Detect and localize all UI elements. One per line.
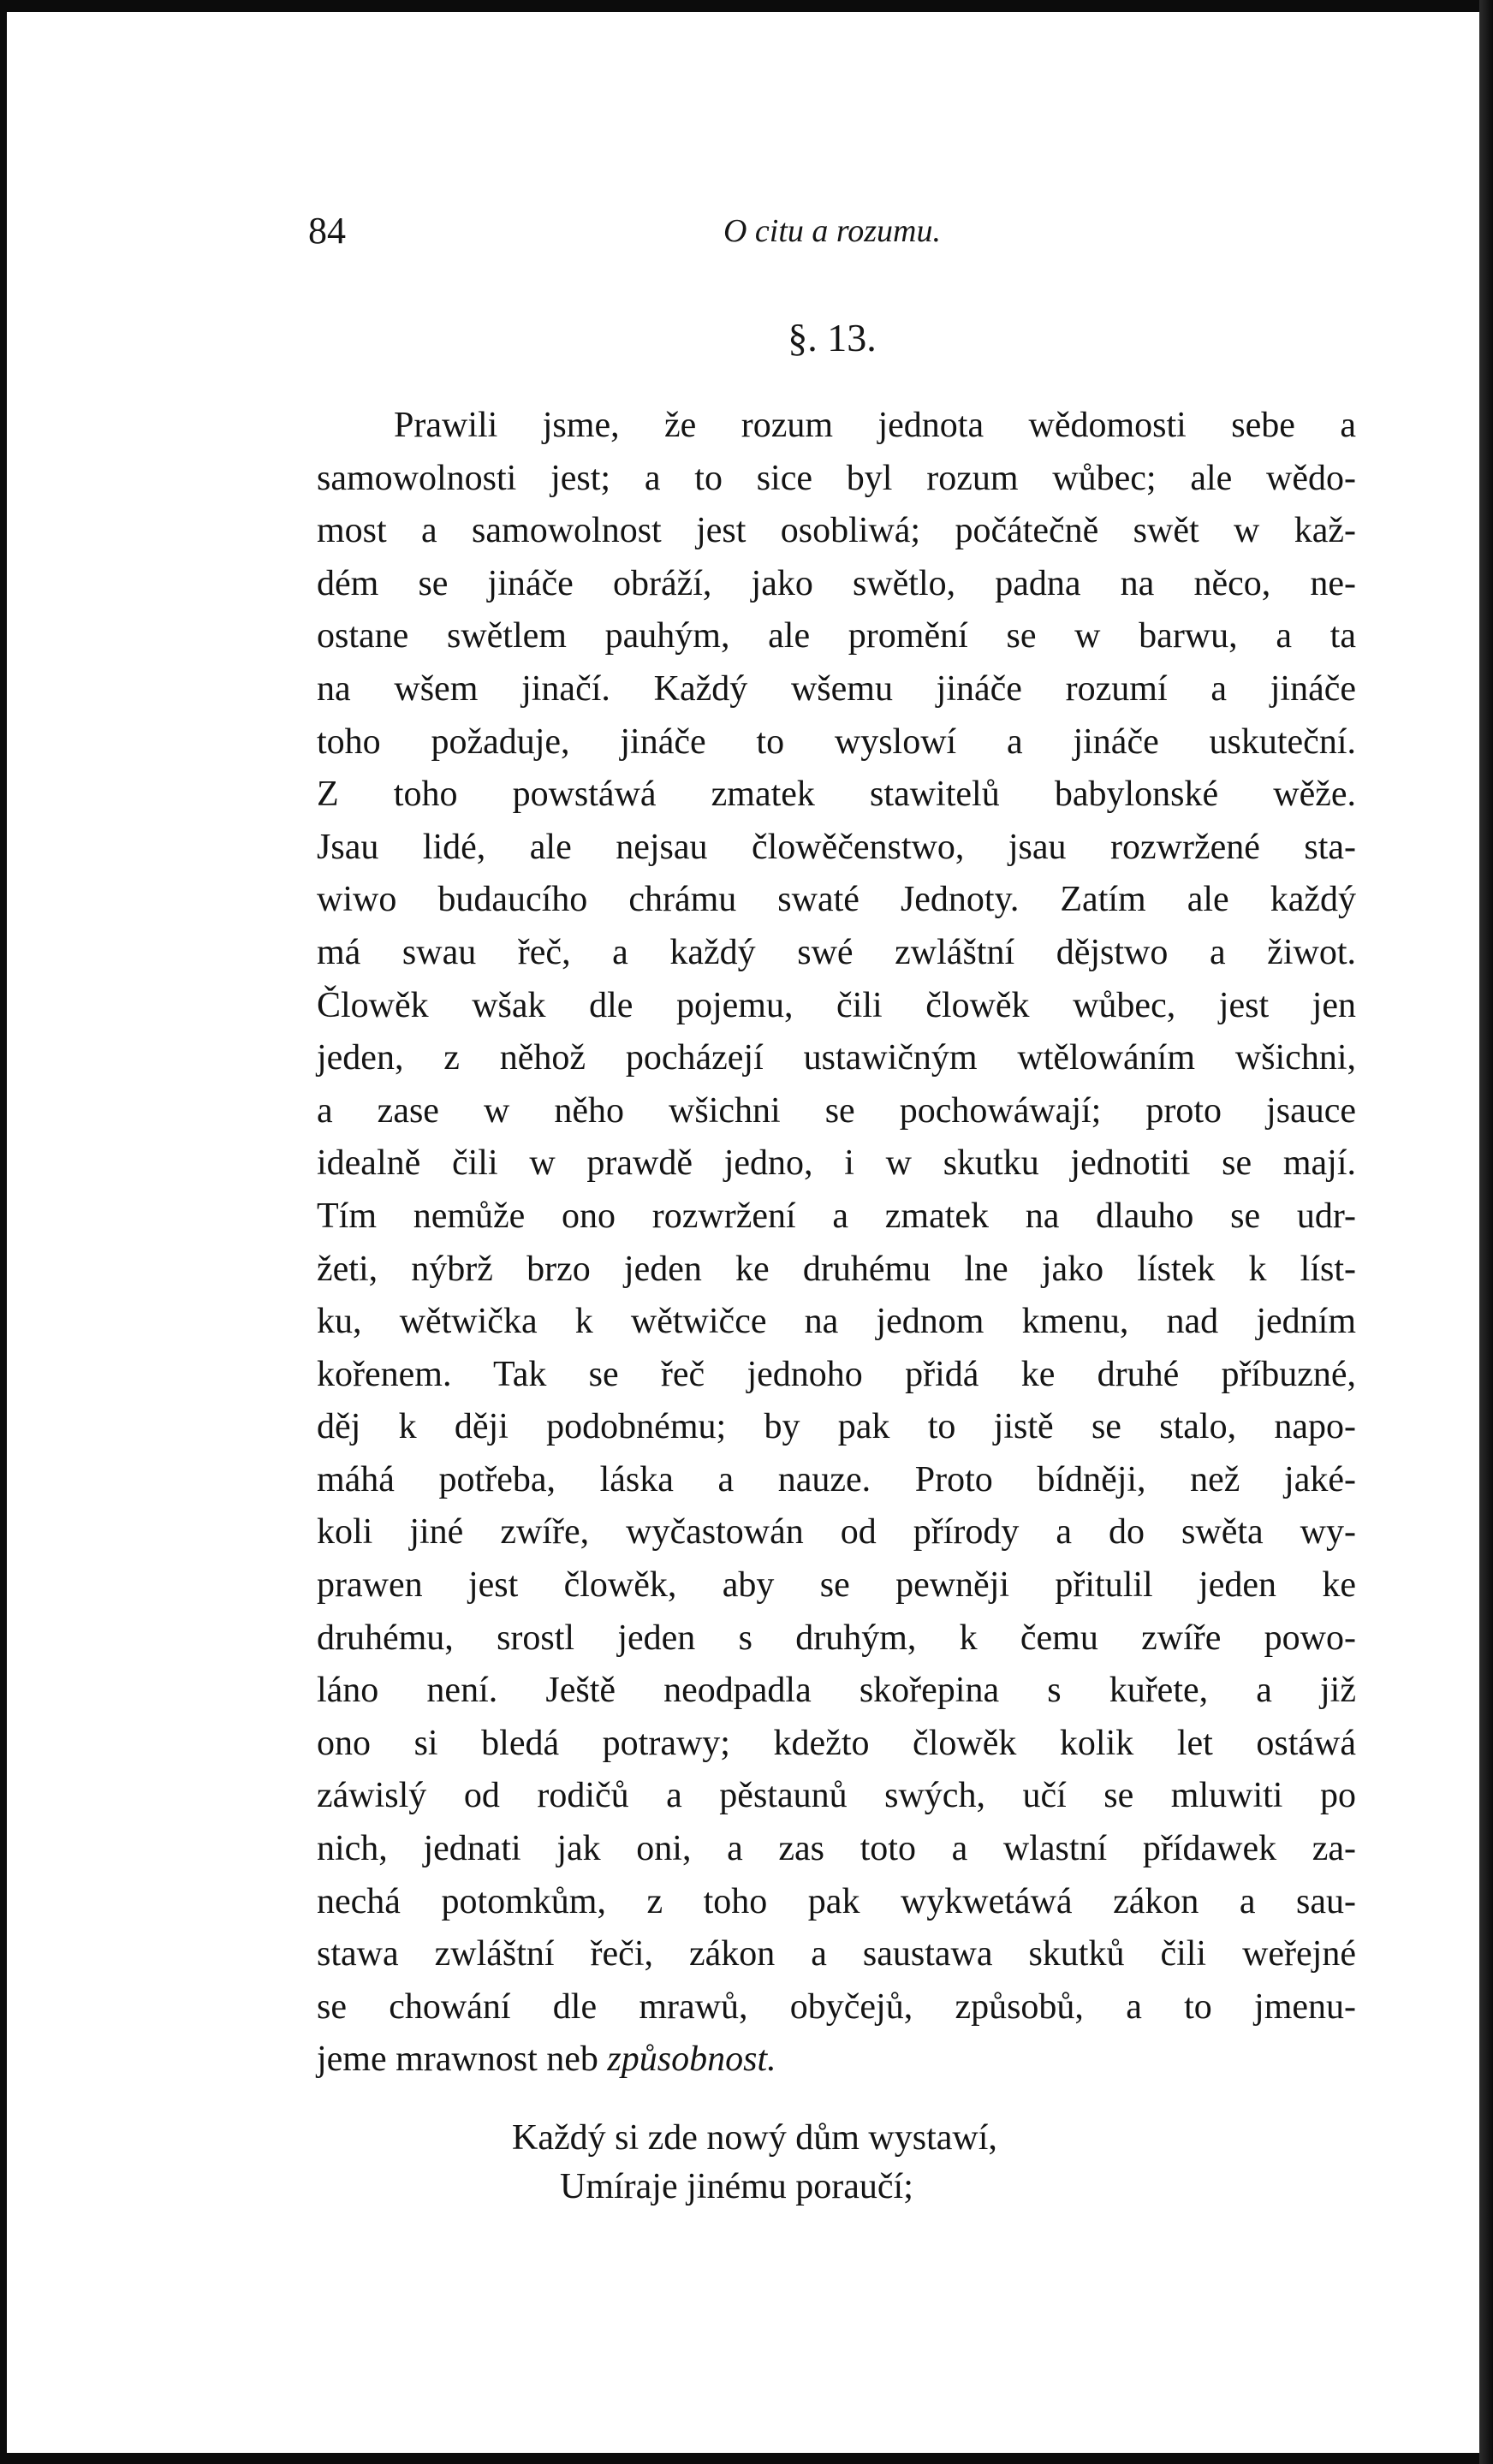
text-line: koli jiné zwíře, wyčastowán od přírody a do swěta wy- bbox=[317, 1512, 1356, 1553]
text-line: Z toho powstáwá zmatek stawitelů babylonské wěže. bbox=[317, 775, 1356, 815]
text-line: děj k ději podobnému; by pak to jistě se stalo, napo- bbox=[317, 1407, 1356, 1447]
text-line: na wšem jinačí. Každý wšemu jináče rozumí a jináče bbox=[317, 668, 1356, 709]
text-line: ono si bledá potrawy; kdežto člowěk kolik let ostáwá bbox=[317, 1723, 1356, 1763]
text-line: nechá potomkům, z toho pak wykwetáwá zákon a sau- bbox=[317, 1881, 1356, 1921]
text-line: nich, jednati jak oni, a zas toto a wlastní přídawek za- bbox=[317, 1829, 1356, 1869]
text-line: žeti, nýbrž brzo jeden ke druhému lne jako lístek k líst- bbox=[317, 1249, 1356, 1289]
text-line: toho požaduje, jináče to wyslowí a jináče uskuteční. bbox=[317, 721, 1356, 762]
text-line: láno není. Ještě neodpadla skořepina s kuřete, a již bbox=[317, 1671, 1356, 1711]
verse-line-2: Umíraje jinému poraučí; bbox=[560, 2167, 913, 2206]
text-line: Člowěk wšak dle pojemu, čili člowěk wůbec, jest jen bbox=[317, 985, 1356, 1025]
text-line: dém se jináče obráží, jako swětlo, padna na něco, ne- bbox=[317, 563, 1356, 603]
text-line: Prawili jsme, že rozum jednota wědomosti sebe a bbox=[394, 406, 1356, 445]
text-line: most a samowolnost jest osobliwá; počátečně swět w kaž- bbox=[317, 511, 1356, 551]
text-line: jeden, z něhož pocházejí ustawičným wtělowáním wšichni, bbox=[317, 1038, 1356, 1078]
text-line: máhá potřeba, láska a nauze. Proto bídněji, než jaké- bbox=[317, 1459, 1356, 1499]
text-line: samowolnosti jest; a to sice byl rozum wůbec; ale wědo- bbox=[317, 458, 1356, 498]
text-line-last bbox=[317, 2034, 1356, 2087]
text-line: druhému, srostl jeden s druhým, k čemu zwíře powo- bbox=[317, 1618, 1356, 1658]
last-line-text: jeme mrawnost neb bbox=[317, 2039, 608, 2080]
scan-edge bbox=[1479, 0, 1493, 2464]
text-line: ku, wětwička k wětwičce na jednom kmenu, nad jedním bbox=[317, 1302, 1356, 1342]
text-line: stawa zwláštní řeči, zákon a saustawa skutků čili weřejné bbox=[317, 1934, 1356, 1974]
running-title: O citu a rozumu. bbox=[723, 213, 942, 249]
section-heading: §. 13. bbox=[788, 316, 877, 359]
page-number: 84 bbox=[308, 210, 346, 252]
text-line: Tím nemůže ono rozwržení a zmatek na dlauho se udr- bbox=[317, 1196, 1356, 1236]
paragraph bbox=[317, 400, 1356, 2087]
italic-term: způsobnost. bbox=[607, 2039, 776, 2080]
text-line: a zase w něho wšichni se pochowáwají; proto jsauce bbox=[317, 1090, 1356, 1131]
text-line: Jsau lidé, ale nejsau člowěčenstwo, jsau rozwržené sta- bbox=[317, 827, 1356, 867]
text-line: ostane swětlem pauhým, ale promění se w barwu, a ta bbox=[317, 616, 1356, 656]
text-line: se chowání dle mrawů, obyčejů, způsobů, a to jmenu- bbox=[317, 1986, 1356, 2027]
verse-line-1: Každý si zde nowý dům wystawí, bbox=[512, 2118, 997, 2158]
text-line: wiwo budaucího chrámu swaté Jednoty. Zatím ale každý bbox=[317, 880, 1356, 920]
text-line: prawen jest člowěk, aby se pewněji přitulil jeden ke bbox=[317, 1565, 1356, 1606]
text-line: má swau řeč, a každý swé zwláštní dějstwo a žiwot. bbox=[317, 932, 1356, 972]
text-line: kořenem. Tak se řeč jednoho přidá ke druhé příbuzné, bbox=[317, 1354, 1356, 1394]
text-line: idealně čili w prawdě jedno, i w skutku jednotiti se mají. bbox=[317, 1143, 1356, 1184]
text-line: záwislý od rodičů a pěstaunů swých, učí se mluwiti po bbox=[317, 1776, 1356, 1816]
page-header bbox=[308, 205, 1356, 257]
